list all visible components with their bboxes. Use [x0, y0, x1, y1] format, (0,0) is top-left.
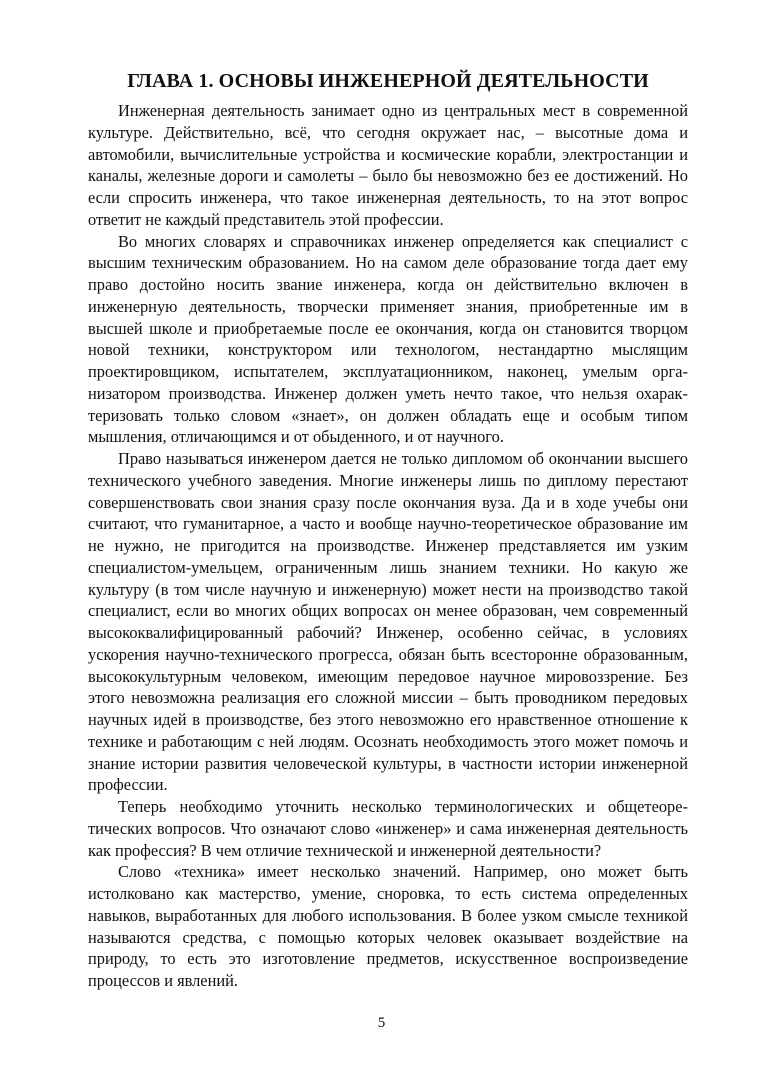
paragraph-3: Право называться инженером дается не только дипломом об окончании высшего технического учебного заведения. Многие инженеры лишь по диплому перестают совершенствовать свои знания сразу после окончания вуза. Да и в ходе учебы они считают, что гуманитарное, а часто и вообще научно-теоретическое образование им не нужно, не пригодится на производстве. Инженер представляется им узким специалистом-умельцем, ограниченным лишь знанием техники. Но какую же культуру (в том числе научную и инженерную) может нести на производство такой специалист, если во многих общих вопросах он менее образован, чем современный высококвалифицированный рабочий? Инженер, особенно сейчас, в условиях ускорения научно-технического прогресса, обязан быть всесторонне образованным, высококультурным человеком, имеющим передовое научное мировоззрение. Без этого невозможна реализация его сложной миссии – быть проводником передовых научных идей в производстве, без этого невозможно его нравственное отношение к технике и работающим с ней людям. Осознать необходимость этого может помочь и знание истории развития человеческой культуры, в частности истории инженерной профессии.	[88, 449, 688, 795]
paragraph-5: Слово «техника» имеет несколько значений. Например, оно может быть истолковано как мастерство, умение, сноровка, то есть система определенных навыков, выработанных для любого использования. В более узком смысле техникой называются средства, с помощью которых человек оказывает воздействие на природу, то есть это изготовление предметов, искусственное воспроизведение процессов и явлений.	[88, 862, 688, 990]
paragraph-2: Во многих словарях и справочниках инженер определяется как специалист с высшим техническим образованием. Но на самом деле образование тогда дает ему право достойно носить звание инженера, когда он действительно включен в инженерную деятельность, творчески применяет знания, приобретенные им в высшей школе и приобретаемые после ее окончания, когда он становится творцом новой техники, конструктором или технологом, нестандартно мыслящим проектировщиком, испытателем, эксплуатационником, наконец, умелым организатором производства. Инженер должен уметь нечто такое, что нельзя охарактеризовать только словом «знает», он должен обладать еще и особым типом мышления, отличающимся и от обыденного, и от научного.	[88, 231, 688, 447]
paragraph-4: Теперь необходимо уточнить несколько терминологических и общетеоретических вопросов. Что означают слово «инженер» и сама инженерная деятельность как профессия? В чем отличие технической и инженерной деятельности?	[88, 797, 688, 860]
paragraph-1: Инженерная деятельность занимает одно из центральных мест в современной культуре. Действительно, всё, что сегодня окружает нас, – высотные дома и автомобили, вычислительные устройства и космические корабли, электростанции и каналы, железные дороги и самолеты – было бы невозможно без ее достижений. Но если спросить инженера, что такое инженерная деятельность, то на этот вопрос ответит не каждый представитель этой профессии.	[88, 101, 688, 229]
page-number: 5	[377, 1015, 386, 1031]
chapter-title: ГЛАВА 1. ОСНОВЫ ИНЖЕНЕРНОЙ ДЕЯТЕЛЬНОСТИ	[127, 70, 649, 92]
page-body	[88, 66, 688, 992]
